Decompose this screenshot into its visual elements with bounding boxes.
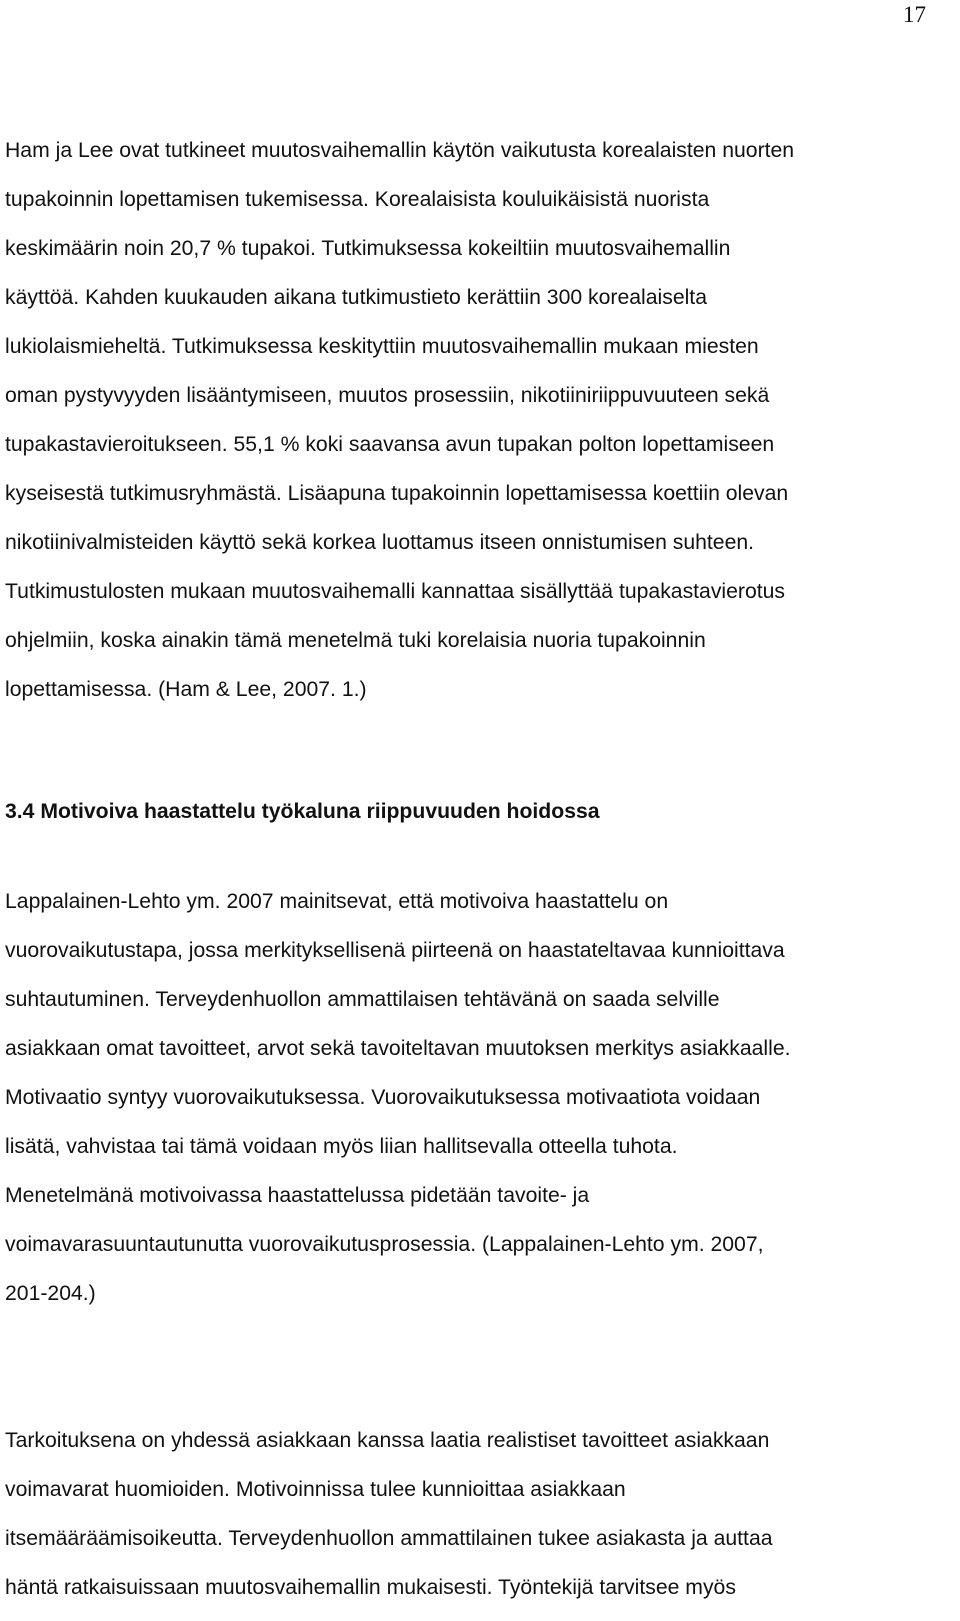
document-body (5, 126, 940, 1612)
section-heading: 3.4 Motivoiva haastattelu työkaluna riippuvuuden hoidossa (5, 800, 600, 823)
text-line: suhtautuminen. Terveydenhuollon ammattilaisen tehtävänä on saada selville (5, 988, 720, 1011)
text-line: Tarkoituksena on yhdessä asiakkaan kanssa laatia realistiset tavoitteet asiakkaan (5, 1429, 770, 1452)
text-line: Lappalainen-Lehto ym. 2007 mainitsevat, että motivoiva haastattelu on (5, 890, 669, 913)
text-line: kyseisestä tutkimusryhmästä. Lisäapuna tupakoinnin lopettamisessa koettiin olevan (5, 482, 789, 505)
text-line: käyttöä. Kahden kuukauden aikana tutkimustieto kerättiin 300 korealaiselta (5, 286, 707, 309)
text-line: Ham ja Lee ovat tutkineet muutosvaihemallin käytön vaikutusta korealaisten nuorten (5, 139, 795, 162)
text-line: voimavarasuuntautunutta vuorovaikutusprosessia. (Lappalainen-Lehto ym. 2007, (5, 1233, 764, 1256)
text-line: lukiolaismieheltä. Tutkimuksessa keskityttiin muutosvaihemallin mukaan miesten (5, 335, 759, 358)
spacer (5, 836, 940, 877)
text-line: itsemääräämisoikeutta. Terveydenhuollon ammattilainen tukee asiakasta ja auttaa (5, 1527, 773, 1550)
paragraph-motivoiva-haastattelu (5, 877, 940, 1318)
paragraph-tarkoituksena (5, 1416, 940, 1612)
text-line: tupakastavieroitukseen. 55,1 % koki saavansa avun tupakan polton lopettamiseen (5, 433, 775, 456)
text-line: voimavarat huomioiden. Motivoinnissa tulee kunnioittaa asiakkaan (5, 1478, 626, 1501)
spacer (5, 1318, 940, 1416)
text-line: häntä ratkaisuissaan muutosvaihemallin mukaisesti. Työntekijä tarvitsee myös (5, 1576, 736, 1599)
text-line: oman pystyvyyden lisääntymiseen, muutos prosessiin, nikotiiniriippuvuuteen sekä (5, 384, 770, 407)
text-line: Menetelmänä motivoivassa haastattelussa pidetään tavoite- ja (5, 1184, 590, 1207)
page-number: 17 (903, 2, 926, 27)
paragraph-ham-lee (5, 126, 940, 714)
text-line: lisätä, vahvistaa tai tämä voidaan myös liian hallitsevalla otteella tuhota. (5, 1135, 678, 1158)
text-line: Motivaatio syntyy vuorovaikutuksessa. Vuorovaikutuksessa motivaatiota voidaan (5, 1086, 761, 1109)
text-line: ohjelmiin, koska ainakin tämä menetelmä tuki korelaisia nuoria tupakoinnin (5, 629, 706, 652)
text-line: tupakoinnin lopettamisen tukemisessa. Korealaisista kouluikäisistä nuorista (5, 188, 710, 211)
text-line: Tutkimustulosten mukaan muutosvaihemalli kannattaa sisällyttää tupakastavierotus (5, 580, 786, 603)
text-line: asiakkaan omat tavoitteet, arvot sekä tavoiteltavan muutoksen merkitys asiakkaalle. (5, 1037, 791, 1060)
spacer (5, 714, 940, 787)
text-line: 201-204.) (5, 1282, 96, 1305)
text-line: nikotiinivalmisteiden käyttö sekä korkea luottamus itseen onnistumisen suhteen. (5, 531, 755, 554)
text-line: vuorovaikutustapa, jossa merkityksellisenä piirteenä on haastateltavaa kunnioittava (5, 939, 785, 962)
text-line: lopettamisessa. (Ham & Lee, 2007. 1.) (5, 678, 367, 701)
text-line: keskimäärin noin 20,7 % tupakoi. Tutkimuksessa kokeiltiin muutosvaihemallin (5, 237, 731, 260)
